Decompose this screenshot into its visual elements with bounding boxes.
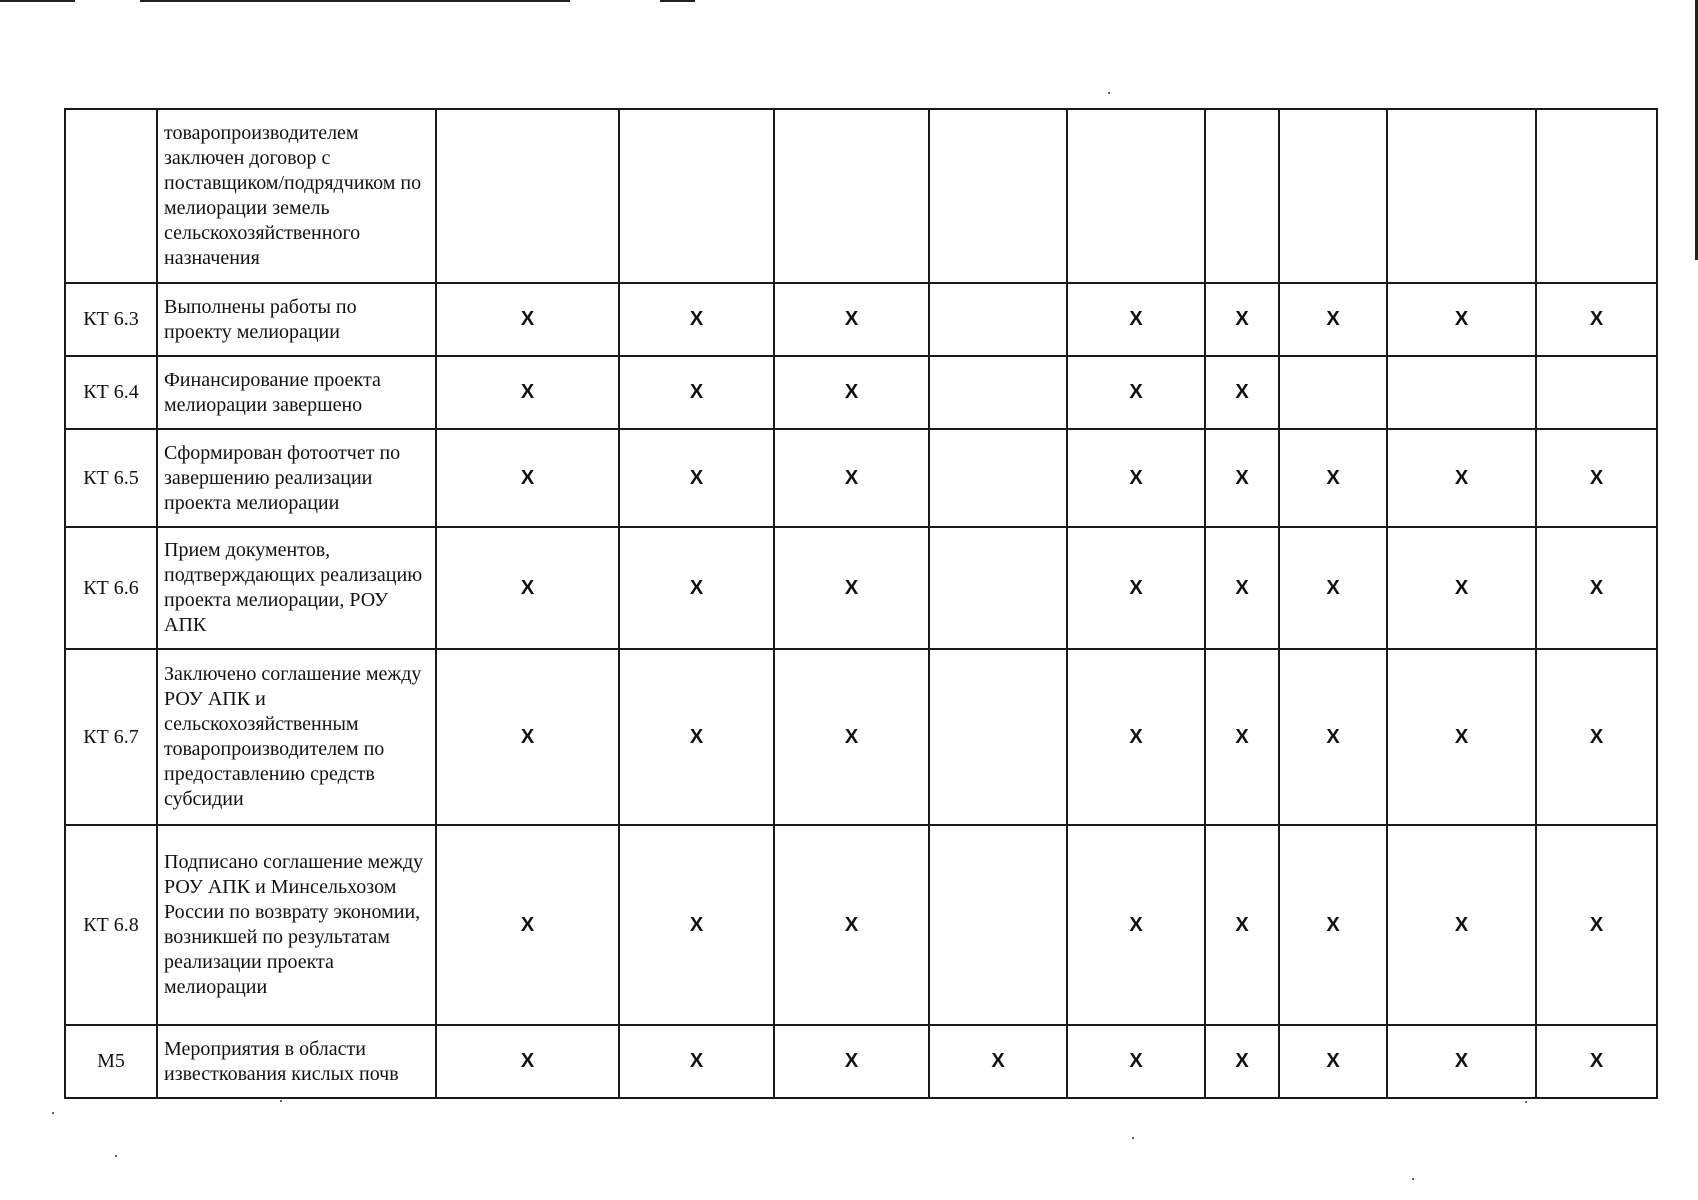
row-description: Заключено соглашение между РОУ АПК и сельскохозяйственным товаропроизводителем по предоставлению средств субсидии — [157, 649, 436, 825]
table-row — [65, 283, 1657, 356]
mark-cell: Х — [774, 429, 929, 527]
table-row — [65, 825, 1657, 1025]
row-code: КТ 6.7 — [65, 649, 157, 825]
mark-cell: Х — [619, 527, 774, 649]
row-description: товаропроизводителем заключен договор с поставщиком/подрядчиком по мелиорации земель сельскохозяйственного назначения — [157, 109, 436, 283]
scan-artifact-line — [0, 0, 75, 2]
mark-cell: Х — [1536, 1025, 1657, 1098]
row-code: КТ 6.3 — [65, 283, 157, 356]
row-description: Мероприятия в области известкования кислых почв — [157, 1025, 436, 1098]
table-row — [65, 429, 1657, 527]
mark-cell — [1279, 109, 1387, 283]
mark-cell: Х — [1279, 429, 1387, 527]
mark-cell: Х — [1536, 283, 1657, 356]
mark-cell: Х — [436, 283, 619, 356]
mark-cell: Х — [1387, 527, 1536, 649]
mark-cell: Х — [774, 283, 929, 356]
control-points-table — [64, 108, 1658, 1099]
mark-cell — [1387, 109, 1536, 283]
mark-cell: Х — [619, 356, 774, 429]
mark-cell: Х — [619, 283, 774, 356]
mark-cell: Х — [774, 825, 929, 1025]
mark-cell: Х — [619, 649, 774, 825]
scan-speck — [1412, 1178, 1414, 1180]
mark-cell — [1205, 109, 1279, 283]
mark-cell: Х — [1067, 1025, 1205, 1098]
mark-cell: Х — [1536, 649, 1657, 825]
mark-cell: Х — [1067, 527, 1205, 649]
scan-speck — [115, 1155, 117, 1157]
row-description: Сформирован фотоотчет по завершению реализации проекта мелиорации — [157, 429, 436, 527]
table-row — [65, 649, 1657, 825]
row-code: КТ 6.8 — [65, 825, 157, 1025]
mark-cell: Х — [1067, 356, 1205, 429]
mark-cell — [929, 109, 1067, 283]
mark-cell: Х — [1205, 429, 1279, 527]
mark-cell: Х — [1279, 283, 1387, 356]
mark-cell: Х — [1279, 527, 1387, 649]
mark-cell: Х — [1387, 825, 1536, 1025]
mark-cell: Х — [619, 825, 774, 1025]
mark-cell: Х — [1205, 356, 1279, 429]
scan-speck — [52, 1112, 54, 1114]
scan-artifact-line — [660, 0, 695, 2]
row-description: Подписано соглашение между РОУ АПК и Минсельхозом России по возврату экономии, возникшей по результатам реализации проекта мелиорации — [157, 825, 436, 1025]
mark-cell: Х — [436, 356, 619, 429]
table-row — [65, 527, 1657, 649]
mark-cell: Х — [774, 1025, 929, 1098]
row-code: КТ 6.5 — [65, 429, 157, 527]
mark-cell: Х — [1067, 283, 1205, 356]
mark-cell: Х — [1067, 429, 1205, 527]
mark-cell: Х — [1205, 649, 1279, 825]
mark-cell — [774, 109, 929, 283]
mark-cell: Х — [1205, 283, 1279, 356]
scan-speck — [1525, 1101, 1527, 1103]
mark-cell: Х — [619, 429, 774, 527]
mark-cell — [1536, 109, 1657, 283]
mark-cell: Х — [1067, 649, 1205, 825]
row-description: Прием документов, подтверждающих реализацию проекта мелиорации, РОУ АПК — [157, 527, 436, 649]
mark-cell — [619, 109, 774, 283]
scan-speck — [280, 1100, 282, 1102]
mark-cell: Х — [1387, 1025, 1536, 1098]
scan-speck — [1132, 1137, 1134, 1139]
mark-cell: Х — [619, 1025, 774, 1098]
mark-cell: Х — [436, 825, 619, 1025]
mark-cell — [929, 283, 1067, 356]
mark-cell: Х — [436, 1025, 619, 1098]
row-code: КТ 6.6 — [65, 527, 157, 649]
mark-cell: Х — [436, 429, 619, 527]
mark-cell: Х — [1279, 1025, 1387, 1098]
mark-cell: Х — [1205, 1025, 1279, 1098]
mark-cell: Х — [1067, 825, 1205, 1025]
mark-cell — [929, 825, 1067, 1025]
mark-cell: Х — [1387, 429, 1536, 527]
mark-cell: Х — [774, 356, 929, 429]
mark-cell — [929, 356, 1067, 429]
mark-cell — [436, 109, 619, 283]
mark-cell — [929, 527, 1067, 649]
row-code: М5 — [65, 1025, 157, 1098]
mark-cell: Х — [1536, 429, 1657, 527]
mark-cell: Х — [774, 527, 929, 649]
mark-cell — [929, 649, 1067, 825]
mark-cell: Х — [1279, 649, 1387, 825]
mark-cell: Х — [1536, 527, 1657, 649]
mark-cell — [1067, 109, 1205, 283]
row-description: Финансирование проекта мелиорации завершено — [157, 356, 436, 429]
mark-cell — [1387, 356, 1536, 429]
mark-cell: Х — [1279, 825, 1387, 1025]
mark-cell: Х — [929, 1025, 1067, 1098]
mark-cell: Х — [1387, 649, 1536, 825]
mark-cell: Х — [1205, 825, 1279, 1025]
row-code — [65, 109, 157, 283]
mark-cell: Х — [774, 649, 929, 825]
row-description: Выполнены работы по проекту мелиорации — [157, 283, 436, 356]
table-body — [65, 109, 1657, 1098]
mark-cell: Х — [1536, 825, 1657, 1025]
mark-cell: Х — [1387, 283, 1536, 356]
mark-cell: Х — [1205, 527, 1279, 649]
table-row — [65, 1025, 1657, 1098]
mark-cell — [929, 429, 1067, 527]
mark-cell: Х — [436, 527, 619, 649]
mark-cell — [1536, 356, 1657, 429]
mark-cell — [1279, 356, 1387, 429]
mark-cell: Х — [436, 649, 619, 825]
table-row — [65, 356, 1657, 429]
row-code: КТ 6.4 — [65, 356, 157, 429]
scan-speck — [1108, 92, 1110, 94]
table-row — [65, 109, 1657, 283]
scan-artifact-line — [140, 0, 570, 2]
